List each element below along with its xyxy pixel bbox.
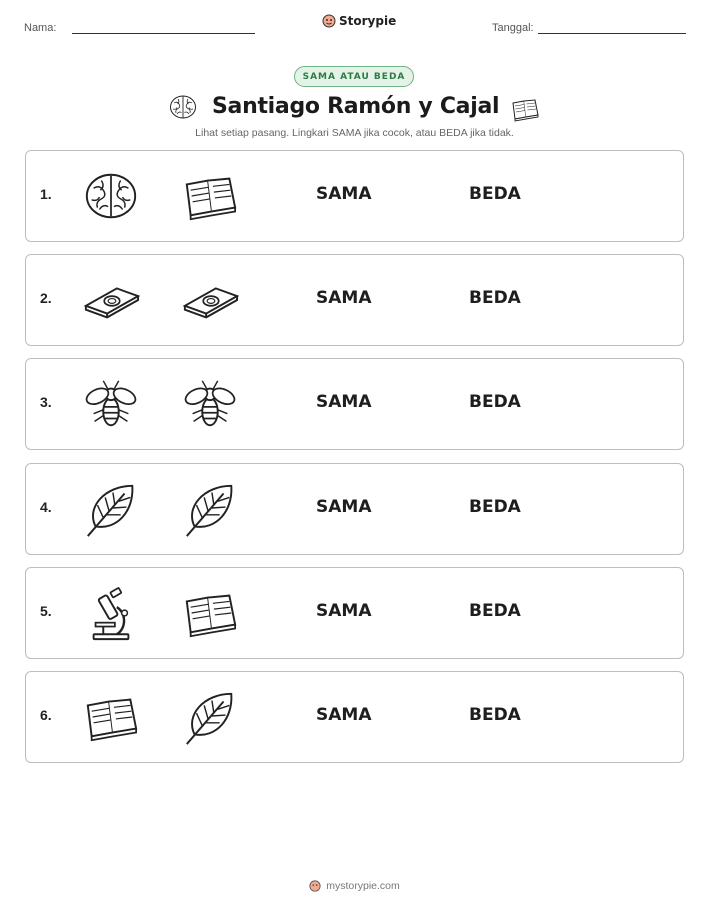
different-option[interactable]: BEDA [469, 288, 521, 308]
question-number: 3. [40, 394, 52, 410]
same-option[interactable]: SAMA [316, 184, 372, 204]
question-number: 6. [40, 707, 52, 723]
same-option[interactable]: SAMA [316, 601, 372, 621]
leaf-icon [181, 688, 239, 746]
question-number: 5. [40, 603, 52, 619]
leaf-icon [82, 480, 140, 538]
different-option[interactable]: BEDA [469, 184, 521, 204]
leaf-icon [181, 480, 239, 538]
same-option[interactable]: SAMA [316, 288, 372, 308]
question-number: 2. [40, 290, 52, 306]
microscope-slide-icon [82, 271, 140, 329]
different-option[interactable]: BEDA [469, 497, 521, 517]
same-option[interactable]: SAMA [316, 497, 372, 517]
question-row [25, 463, 684, 555]
book-icon [82, 688, 140, 746]
different-option[interactable]: BEDA [469, 601, 521, 621]
microscope-icon [82, 584, 140, 642]
question-number: 1. [40, 186, 52, 202]
different-option[interactable]: BEDA [469, 705, 521, 725]
book-icon [181, 584, 239, 642]
page-title: Santiago Ramón y Cajal [212, 94, 500, 119]
bee-icon [82, 375, 140, 433]
logo-text: Storypie [339, 14, 397, 28]
question-row [25, 150, 684, 242]
mascot-icon [309, 880, 321, 892]
bee-icon [181, 375, 239, 433]
question-row [25, 358, 684, 450]
question-row [25, 254, 684, 346]
name-field-line[interactable] [72, 33, 255, 34]
date-label: Tanggal: [492, 22, 534, 34]
mascot-icon [322, 14, 336, 28]
footer [0, 880, 709, 892]
footer-url: mystorypie.com [326, 880, 400, 892]
title-row [0, 90, 709, 126]
name-label: Nama: [24, 22, 57, 34]
instructions: Lihat setiap pasang. Lingkari SAMA jika cocok, atau BEDA jika tidak. [195, 127, 514, 139]
same-option[interactable]: SAMA [316, 392, 372, 412]
microscope-slide-icon [181, 271, 239, 329]
same-option[interactable]: SAMA [316, 705, 372, 725]
different-option[interactable]: BEDA [469, 392, 521, 412]
brain-icon [82, 167, 140, 225]
storypie-logo [322, 14, 396, 28]
question-row [25, 671, 684, 763]
worksheet-header [0, 14, 709, 44]
activity-badge: SAMA ATAU BEDA [294, 66, 414, 87]
question-number: 4. [40, 499, 52, 515]
brain-icon [168, 92, 198, 122]
date-field-line[interactable] [538, 33, 686, 34]
question-row [25, 567, 684, 659]
book-icon [510, 94, 540, 124]
book-icon [181, 167, 239, 225]
